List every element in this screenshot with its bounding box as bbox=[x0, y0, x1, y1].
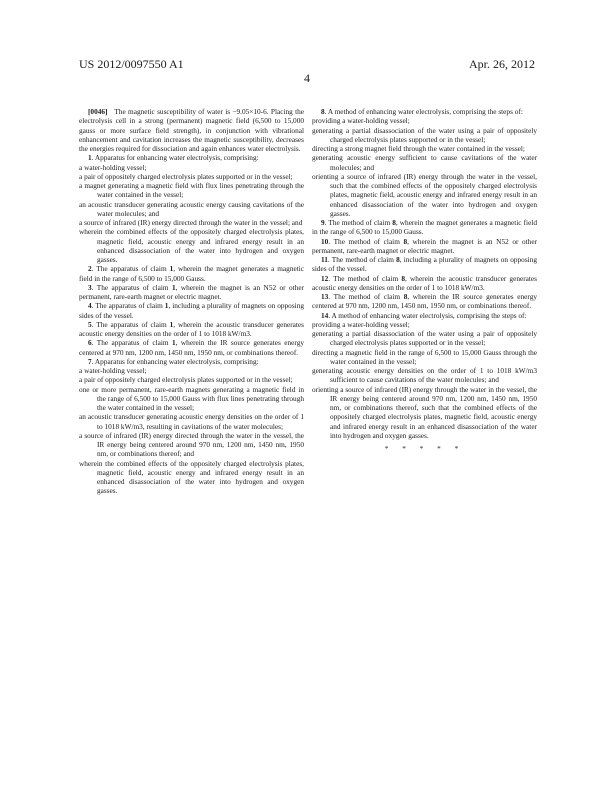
claim-number: 5 bbox=[88, 319, 92, 329]
claim-text: . The method of claim bbox=[328, 273, 402, 283]
claim-step: orienting a source of infrared (IR) energy through the water in the vessel, the IR energy being centered around 970 nm, 1200 nm, 1450 nm, 1950 nm, or combinations thereof, such that the combined effects of the oppositely charged electrolysis plates, magnetic field, acoustic energy and infrared energy result in an enhanced disassociation of the water into hydrogen and oxygen gasses. bbox=[312, 384, 537, 440]
claim-number: 6 bbox=[88, 338, 92, 348]
claim-number: 3 bbox=[88, 282, 92, 292]
claim-step: a pair of oppositely charged electrolysis plates supported or in the vessel; bbox=[79, 171, 293, 181]
claim-text: , wherein the IR source generates energy centered at 970 nm, 1200 nm, 1450 nm, 1950 nm, or combinations thereof. bbox=[312, 292, 537, 311]
claim-number: 14 bbox=[321, 310, 329, 320]
claim-step: orienting a source of infrared (IR) energy through the water in the vessel, such that the combined effects of the oppositely charged electrolysis plates, magnetic field, acoustic energy and infrared energy result in an enhanced disassociation of the water into hydrogen and oxygen gasses. bbox=[312, 171, 537, 218]
claim-5 bbox=[79, 320, 304, 339]
claim-8 bbox=[312, 107, 537, 116]
publication-number: US 2012/0097550 A1 bbox=[79, 57, 184, 71]
claim-step: generating a partial disassociation of the water using a pair of oppositely charged electrolysis plates supported or in the vessel; bbox=[312, 329, 537, 348]
claim-step: a source of infrared (IR) energy directed through the water in the vessel, the IR energy being centered around 970 nm, 1200 nm, 1450 nm, 1950 nm, or combinations thereof; and bbox=[79, 430, 304, 459]
claim-7 bbox=[79, 357, 304, 366]
claim-number: 10 bbox=[321, 236, 329, 246]
claim-number: 13 bbox=[321, 292, 329, 301]
left-column bbox=[79, 107, 304, 496]
claim-step: directing a strong magnet field through the water contained in the vessel; bbox=[312, 144, 525, 153]
claim-text: . The method of claim bbox=[327, 255, 397, 264]
claim-step: a magnet generating a magnetic field with flux lines penetrating through the water contained in the vessel; bbox=[79, 181, 304, 200]
claim-2 bbox=[79, 264, 304, 283]
claim-3 bbox=[79, 283, 304, 302]
claim-6 bbox=[79, 338, 304, 357]
claim-text: , wherein the magnet generates a magnetic field in the range of 6,500 to 15,000 Gauss. bbox=[79, 264, 304, 283]
claim-1 bbox=[79, 153, 304, 162]
claim-11 bbox=[312, 255, 537, 274]
claim-text: , wherein the magnet is an N52 or other permanent, rare-earth magnet or electric magnet. bbox=[312, 236, 537, 255]
claim-step: a pair of oppositely charged electrolysis plates supported or in the vessel; bbox=[79, 375, 293, 385]
paragraph-text: The magnetic susceptibility of water is −9.05×10-6. Placing the electrolysis cell in a strong (permanent) magnetic field (6,500 to 15,000 gauss or more surface field strength), in conjunction with vibrational enhancement and cavitation increases the magnetic susceptibility, decreases the energies required for dissociation and again enhances water electrolysis. bbox=[79, 107, 304, 153]
claim-text: . The apparatus of claim bbox=[91, 282, 172, 292]
claim-number: 9 bbox=[321, 218, 325, 227]
claim-step: providing a water-holding vessel; bbox=[312, 116, 410, 126]
claim-text: . The apparatus of claim bbox=[91, 301, 165, 311]
claim-text: , wherein the acoustic transducer generates acoustic energy densities on the order of 1 to 1018 kW/m3. bbox=[312, 273, 537, 292]
claim-step: providing a water-holding vessel; bbox=[312, 319, 410, 329]
claim-text: . The apparatus of claim bbox=[91, 338, 173, 348]
paragraph-number: [0046] bbox=[88, 107, 108, 116]
claim-step: a water-holding vessel; bbox=[79, 366, 147, 375]
claim-reference: 8 bbox=[401, 273, 406, 283]
claim-reference: 8 bbox=[396, 255, 400, 264]
claim-step: wherein the combined effects of the oppositely charged electrolysis plates, magnetic field, acoustic energy and infrared energy result in an enhanced disassociation of the water into hydrogen and oxygen gasses. bbox=[79, 458, 304, 496]
claim-reference: 8 bbox=[403, 236, 408, 246]
claim-number: 11 bbox=[321, 255, 328, 264]
claim-reference: 1 bbox=[169, 264, 174, 274]
claim-reference: 8 bbox=[392, 218, 396, 227]
claim-number: 12 bbox=[321, 273, 329, 283]
claim-text: . The method of claim bbox=[324, 218, 393, 227]
claim-step: generating acoustic energy sufficient to cause cavitations of the water molecules; and bbox=[312, 153, 537, 172]
paragraph-0046 bbox=[79, 107, 304, 153]
claim-number: 2 bbox=[88, 264, 92, 274]
claim-number: 7 bbox=[88, 356, 92, 366]
claim-step: generating acoustic energy densities on the order of 1 to 1018 kW/m3 sufficient to cause cavitations of the water molecules; and bbox=[312, 366, 537, 385]
claim-text: , wherein the magnet generates a magnetic field in the range of 6,500 to 15,000 Gauss. bbox=[312, 218, 537, 237]
claim-text: . The apparatus of claim bbox=[91, 264, 170, 274]
claim-number: 1 bbox=[88, 153, 92, 163]
claim-step: an acoustic transducer generating acoustic energy causing cavitations of the water molecules; and bbox=[79, 199, 304, 218]
page-number: 4 bbox=[304, 71, 310, 85]
claim-step: generating a partial disassociation of the water using a pair of oppositely charged electrolysis plates supported or in the vessel; bbox=[312, 125, 537, 144]
claim-text: , including a plurality of magnets on opposing sides of the vessel. bbox=[312, 255, 537, 274]
claim-text: . The apparatus of claim bbox=[91, 319, 170, 329]
claim-step: an acoustic transducer generating acoustic energy densities on the order of 1 to 1018 kW/m3, resulting in cavitations of the water molecules; bbox=[79, 412, 304, 431]
claim-intro: . Apparatus for enhancing water electrolysis, comprising: bbox=[91, 356, 259, 366]
claim-13 bbox=[312, 292, 537, 311]
publication-date: Apr. 26, 2012 bbox=[469, 57, 535, 71]
claim-text: , including a plurality of magnets on opposing sides of the vessel. bbox=[79, 301, 304, 320]
claim-reference: 1 bbox=[169, 319, 174, 329]
claim-9 bbox=[312, 218, 537, 237]
claim-step: a source of infrared (IR) energy directed through the water in the vessel; and bbox=[79, 218, 303, 227]
right-column bbox=[312, 107, 537, 453]
claim-14 bbox=[312, 311, 537, 320]
claim-reference: 1 bbox=[164, 301, 169, 311]
claim-number: 8 bbox=[321, 107, 325, 116]
claim-intro: . A method of enhancing water electrolysis, comprising the steps of: bbox=[328, 310, 527, 320]
end-marker: * * * * * bbox=[384, 444, 465, 453]
claim-step: wherein the combined effects of the oppositely charged electrolysis plates, magnetic field, acoustic energy and infrared energy result in an enhanced disassociation of the water into hydrogen and oxygen gasses. bbox=[79, 227, 304, 264]
claim-text: . The method of claim bbox=[328, 292, 404, 301]
claim-reference: 8 bbox=[403, 292, 408, 301]
claim-step: one or more permanent, rare-earth magnets generating a magnetic field in the range of 6,500 to 15,000 Gauss with flux lines penetrating through the water contained in the vessel; bbox=[79, 384, 304, 412]
claim-step: a water-holding vessel; bbox=[79, 162, 147, 172]
claim-intro: . A method of enhancing water electrolysis, comprising the steps of: bbox=[324, 107, 523, 116]
claim-text: , wherein the acoustic transducer generates acoustic energy densities on the order of 1 to 1018 kW/m3. bbox=[79, 319, 304, 338]
claim-text: , wherein the magnet is an N52 or other permanent, rare-earth magnet or electric magnet. bbox=[79, 282, 305, 301]
claim-text: , wherein the IR source generates energy centered at 970 nm, 1200 nm, 1450 nm, 1950 nm, or combinations thereof. bbox=[79, 338, 305, 357]
claim-reference: 1 bbox=[172, 338, 176, 348]
claim-step: directing a magnetic field in the range of 6,500 to 15,000 Gauss through the water contained in the vessel; bbox=[312, 347, 537, 366]
claim-number: 4 bbox=[88, 301, 92, 311]
claim-reference: 1 bbox=[171, 282, 176, 292]
claim-4 bbox=[79, 301, 304, 320]
claim-intro: . Apparatus for enhancing water electrolysis, comprising: bbox=[91, 153, 259, 163]
claim-12 bbox=[312, 274, 537, 293]
claim-10 bbox=[312, 237, 537, 256]
claim-text: . The method of claim bbox=[328, 236, 404, 246]
